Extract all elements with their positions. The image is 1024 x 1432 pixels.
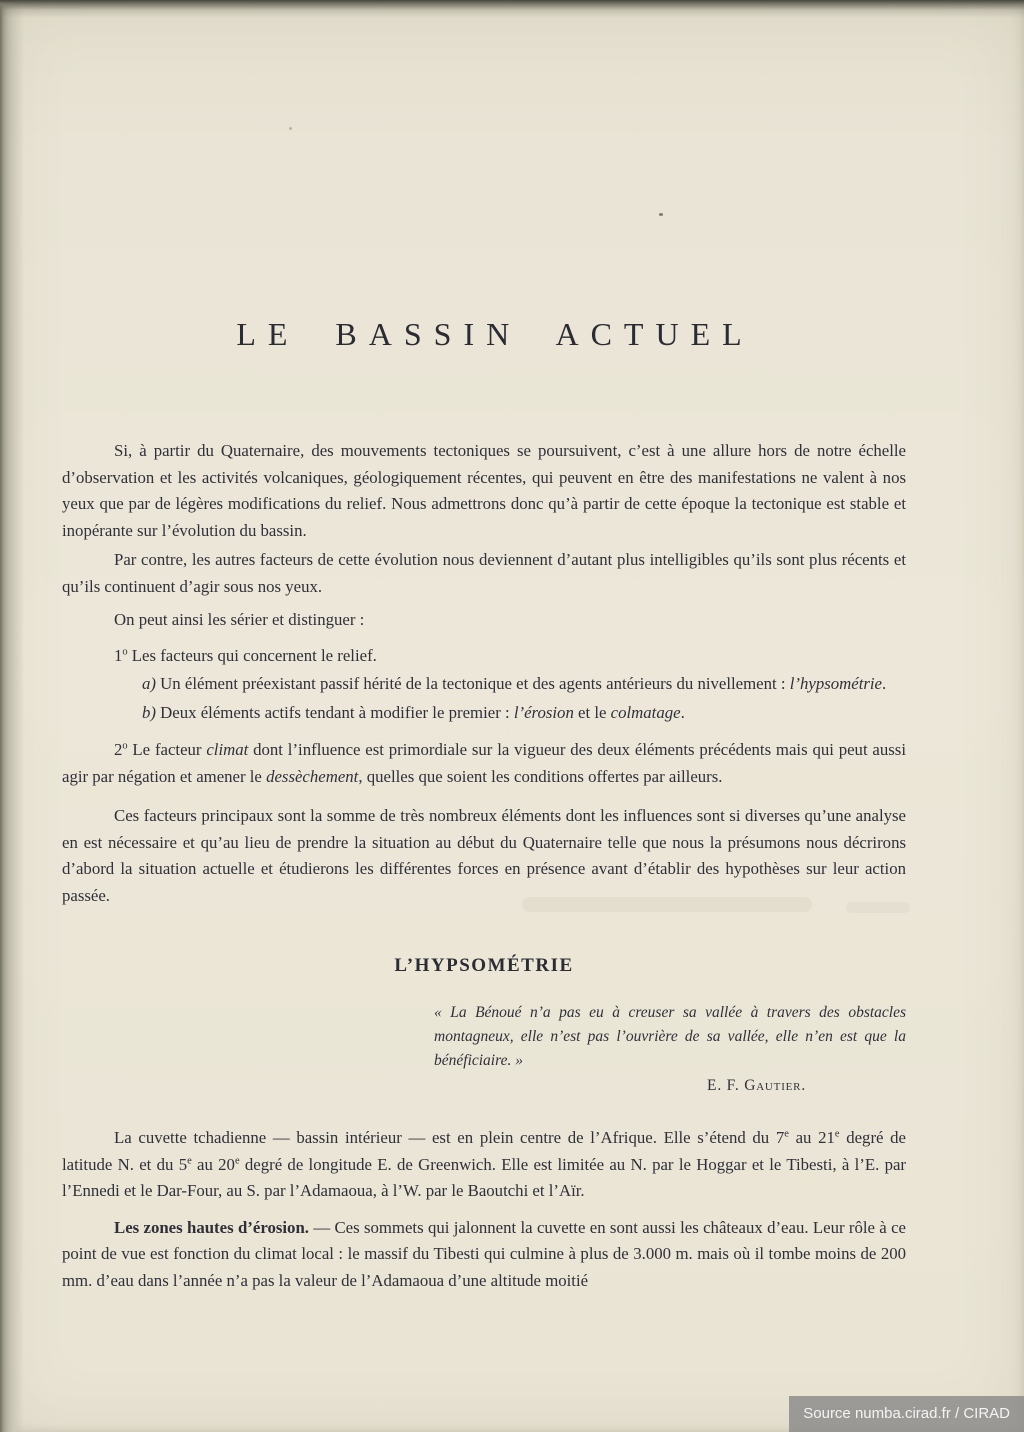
list-item-a xyxy=(62,671,906,698)
italic-term-hypsometrie: l’hypsométrie xyxy=(789,674,883,693)
paragraph-serier: On peut ainsi les sérier et distinguer : xyxy=(114,610,365,629)
text-run: au 21 xyxy=(788,1128,835,1147)
superscript-e: e xyxy=(234,1154,240,1166)
text-run: La cuvette tchadienne — bassin intérieur — est en plein centre de l’Afrique. Elle s’étend du 7 xyxy=(114,1128,785,1147)
scan-edge-top xyxy=(0,0,1024,18)
italic-term-dessechement: dessèchement xyxy=(266,766,359,786)
ordinal-suffix: o xyxy=(122,645,128,657)
paragraph-cuvette xyxy=(62,1125,906,1205)
superscript-e: e xyxy=(784,1128,789,1140)
text-run: Deux éléments actifs tendant à modifier le premier : xyxy=(155,702,514,722)
list-item-2 xyxy=(62,737,906,790)
ordinal-number: 2 xyxy=(114,740,123,759)
text-run: — Ces sommets qui jalonnent la cuvette en sont aussi les châteaux d’eau. Leur rôle à ce point de vue est fonction du climat local : le massif du Tibesti qui culmine à plus de 3.000 m. mais où il tombe moins de 200 mm. d’eau dans l’année n’a pas la valeur de l’Adamaoua d’une altitude moitié xyxy=(62,1217,906,1290)
list-item-b xyxy=(62,700,906,727)
list-item-1 xyxy=(62,643,906,670)
quote-attribution: E. F. Gautier. xyxy=(707,1077,806,1094)
text-run: degré de longitude E. de Greenwich. Elle est limitée au N. par le Hoggar et le Tibesti, à l’E. par l’Ennedi et le Dar-Four, au S. par l’Adamaoua, à l’W. par le Baoutchi et l’Aïr. xyxy=(62,1154,907,1200)
scan-edge-left xyxy=(0,0,24,1432)
ordinal-suffix: o xyxy=(122,740,128,752)
paragraph-lead-bold: Les zones hautes d’érosion. xyxy=(114,1217,309,1237)
text-run: , quelles que soient les conditions offertes par ailleurs. xyxy=(358,766,723,786)
text-run: et le xyxy=(573,702,611,722)
list-marker-a: a) xyxy=(142,674,156,693)
paragraph-facteurs: Ces facteurs principaux sont la somme de très nombreux éléments dont les influences sont si diverses qu’une analyse en est nécessaire et qu’au lieu de prendre la situation au début du Quaternaire telle que nous la présumons nous décrirons d’abord la situation actuelle et étudierons les différentes forces en présence avant d’établir des hypothèses sur leur action passée. xyxy=(62,806,906,905)
text-run: au 20 xyxy=(191,1154,235,1174)
epigraph-quote: « La Bénoué n’a pas eu à creuser sa vallée à travers des obstacles montagneux, elle n’est pas l’ouvrière de sa vallée, elle n’en est que la bénéficiaire. » xyxy=(434,1004,906,1069)
paragraph-intro: Si, à partir du Quaternaire, des mouvements tectoniques se poursuivent, c’est à une allure hors de notre échelle d’observation et les activités volcaniques, géologiquement récentes, qui peuvent en être des manifestations ne valent à nos yeux que par de légères modifications du relief. Nous admettrons donc qu’à partir de cette époque la tectonique est stable et inopérante sur l’évolution du bassin. xyxy=(62,441,906,540)
italic-term-erosion: l’érosion xyxy=(513,702,574,722)
text-run: . xyxy=(882,674,887,693)
text-run: degré de latitude N. et du 5 xyxy=(62,1128,907,1174)
list-marker-b: b) xyxy=(142,702,156,722)
italic-term-climat: climat xyxy=(206,740,249,759)
text-run: dont l’influence est primordiale sur la vigueur des deux éléments précédents mais qui peut aussi agir par négation et amener le xyxy=(62,740,906,786)
paragraph-par-contre: Par contre, les autres facteurs de cette évolution nous deviennent d’autant plus intelligibles qu’ils sont plus récents et qu’ils continuent d’agir sous nos yeux. xyxy=(62,550,906,596)
italic-term-colmatage: colmatage xyxy=(610,702,681,722)
text-run: Le facteur xyxy=(127,740,207,759)
section-heading-hypsometrie: L’HYPSOMÉTRIE xyxy=(394,955,574,976)
superscript-e: e xyxy=(834,1128,840,1140)
superscript-e: e xyxy=(187,1154,192,1166)
ordinal-number: 1 xyxy=(114,645,123,665)
text-run: Un élément préexistant passif hérité de la tectonique et des agents antérieurs du nivellement : xyxy=(155,674,790,693)
page-title: LE BASSIN ACTUEL xyxy=(236,316,754,352)
source-watermark: Source numba.cirad.fr / CIRAD xyxy=(789,1396,1024,1432)
text-run: . xyxy=(680,702,685,722)
list-item-text: Les facteurs qui concernent le relief. xyxy=(127,645,377,665)
page-content xyxy=(62,0,906,1294)
paragraph-zones-hautes xyxy=(62,1215,906,1295)
